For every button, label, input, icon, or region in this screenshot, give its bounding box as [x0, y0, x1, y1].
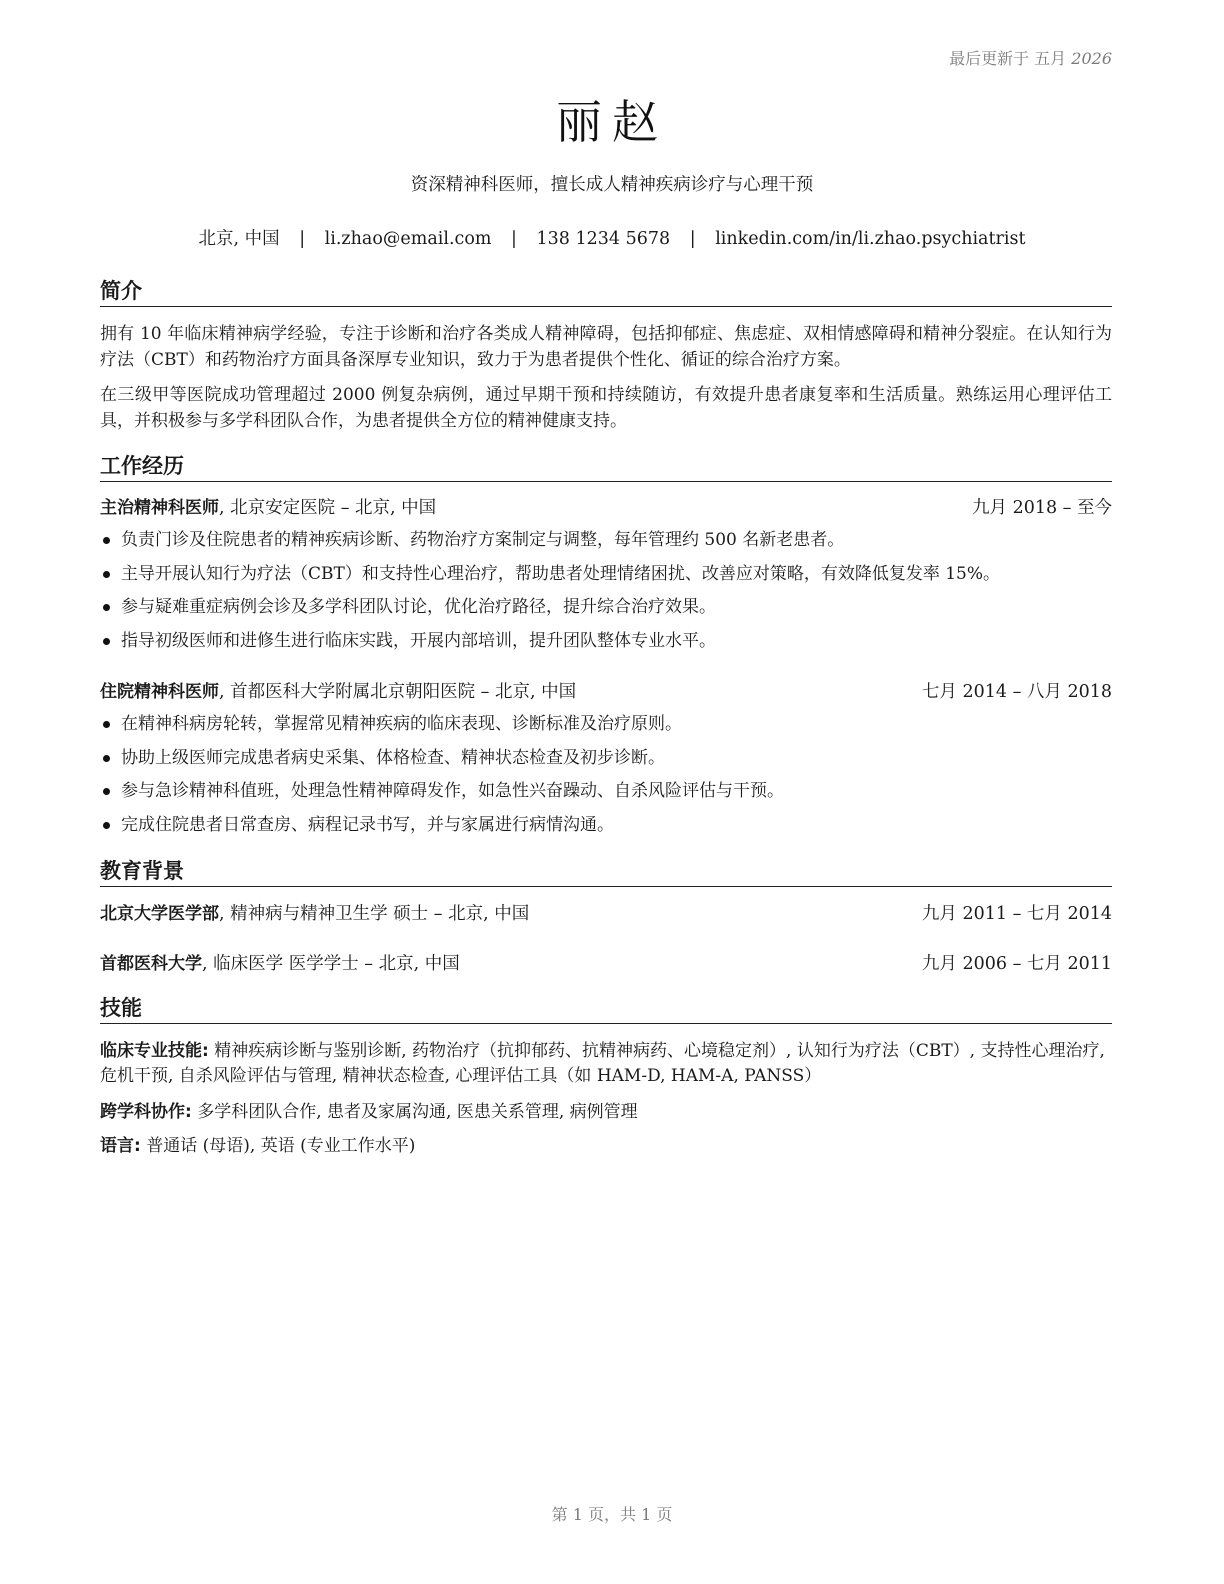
job-bullets — [100, 712, 1112, 846]
education-dates: 九月 2006 – 七月 2011 — [921, 954, 1112, 974]
education-line — [100, 952, 460, 976]
job-header — [100, 680, 1112, 704]
skill-row — [100, 1134, 1112, 1159]
job-title-line — [100, 680, 576, 704]
job-dates: 七月 2014 – 八月 2018 — [921, 682, 1112, 702]
candidate-name: 丽赵 — [556, 95, 668, 149]
education-dates: 九月 2011 – 七月 2014 — [921, 904, 1112, 924]
skill-row — [100, 1039, 1112, 1089]
skill-label: 语言: — [100, 1136, 141, 1156]
summary-paragraph: 在三级甲等医院成功管理超过 2000 例复杂病例，通过早期干预和持续随访，有效提升患者康复率和生活质量。熟练运用心理评估工具，并积极参与多学科团队合作，为患者提供全方位的精神健康支持。 — [100, 385, 1112, 431]
skill-row — [100, 1100, 1112, 1125]
contact-separator: | — [689, 229, 696, 249]
summary-paragraph: 拥有 10 年临床精神病学经验，专注于诊断和治疗各类成人精神障碍，包括抑郁症、焦虑症、双相情感障碍和精神分裂症。在认知行为疗法（CBT）和药物治疗方面具备深厚专业知识，致力于为患者提供个性化、循证的综合治疗方案。 — [100, 324, 1112, 370]
headline: 资深精神科医师，擅长成人精神疾病诊疗与心理干预 — [410, 175, 814, 195]
skill-label: 跨学科协作: — [100, 1102, 192, 1122]
skill-text: 普通话 (母语), 英语 (专业工作水平) — [140, 1136, 416, 1156]
education-school: 首都医科大学 — [100, 954, 202, 974]
last-updated-year: 2026 — [1071, 49, 1112, 68]
education-school: 北京大学医学部 — [100, 904, 219, 924]
job-org: , 北京安定医院 – 北京, 中国 — [219, 498, 437, 518]
list-item: 协助上级医师完成患者病史采集、体格检查、精神状态检查及初步诊断。 — [100, 746, 1112, 780]
skill-label: 临床专业技能: — [100, 1041, 209, 1061]
list-item: 参与疑难重症病例会诊及多学科团队讨论，优化治疗路径，提升综合治疗效果。 — [100, 595, 1112, 629]
contact-separator: | — [511, 229, 517, 249]
last-updated-label: 最后更新于 五月 — [949, 49, 1067, 68]
education-detail: , 临床医学 医学学士 – 北京, 中国 — [202, 954, 460, 974]
education-line — [100, 902, 529, 926]
section-title-skills: 技能 — [100, 994, 1112, 1024]
list-item: 参与急诊精神科值班，处理急性精神障碍发作，如急性兴奋躁动、自杀风险评估与干预。 — [100, 779, 1112, 813]
job-title-line — [100, 496, 436, 520]
section-title-education: 教育背景 — [100, 857, 1112, 887]
skill-text: 精神疾病诊断与鉴别诊断, 药物治疗（抗抑郁药、抗精神病药、心境稳定剂）, 认知行为疗法（CBT）, 支持性心理治疗, 危机干预, 自杀风险评估与管理, 精神状态检查, 心理评估工具（如 HAM-D, HAM-A, PANSS） — [100, 1041, 1105, 1086]
list-item: 指导初级医师和进修生进行临床实践，开展内部培训，提升团队整体专业水平。 — [100, 629, 1112, 663]
last-updated — [949, 46, 1112, 69]
contact-linkedin[interactable]: linkedin.com/in/li.zhao.psychiatrist — [715, 229, 1026, 249]
page-footer: 第 1 页，共 1 页 — [551, 1505, 673, 1524]
contact-line — [0, 225, 1224, 250]
education-detail: , 精神病与精神卫生学 硕士 – 北京, 中国 — [219, 904, 530, 924]
list-item: 负责门诊及住院患者的精神疾病诊断、药物治疗方案制定与调整，每年管理约 500 名新老患者。 — [100, 528, 1112, 562]
list-item: 在精神科病房轮转，掌握常见精神疾病的临床表现、诊断标准及治疗原则。 — [100, 712, 1112, 746]
education-entry — [100, 902, 1112, 926]
job-dates: 九月 2018 – 至今 — [972, 498, 1112, 518]
section-title-summary: 简介 — [100, 277, 1112, 307]
job-bullets — [100, 528, 1112, 662]
education-entry — [100, 952, 1112, 976]
contact-separator: | — [299, 229, 306, 249]
job-role: 主治精神科医师 — [100, 498, 219, 518]
contact-phone: 138 1234 5678 — [536, 229, 671, 249]
list-item: 主导开展认知行为疗法（CBT）和支持性心理治疗，帮助患者处理情绪困扰、改善应对策略，有效降低复发率 15%。 — [100, 562, 1112, 596]
job-org: , 首都医科大学附属北京朝阳医院 – 北京, 中国 — [219, 682, 577, 702]
contact-location: 北京, 中国 — [198, 229, 280, 249]
skill-text: 多学科团队合作, 患者及家属沟通, 医患关系管理, 病例管理 — [191, 1102, 638, 1122]
job-header — [100, 496, 1112, 520]
section-title-experience: 工作经历 — [100, 452, 1112, 482]
job-role: 住院精神科医师 — [100, 682, 219, 702]
list-item: 完成住院患者日常查房、病程记录书写，并与家属进行病情沟通。 — [100, 813, 1112, 847]
contact-email[interactable]: li.zhao@email.com — [324, 229, 492, 249]
